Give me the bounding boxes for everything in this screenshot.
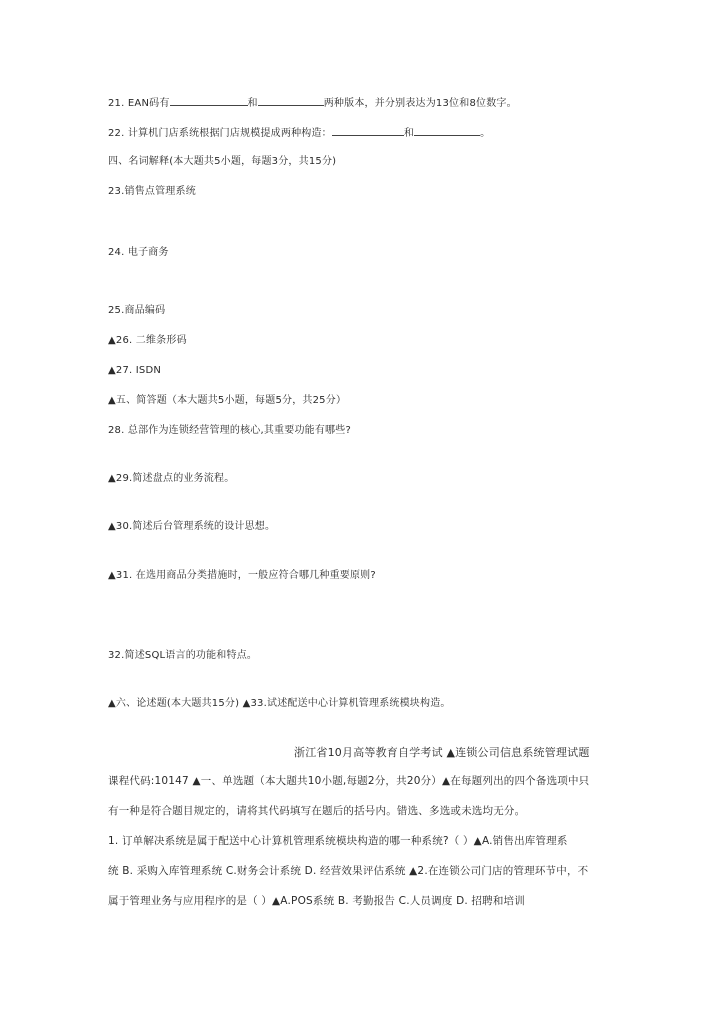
question-22-part1: 22. 计算机门店系统根据门店规模提成两种构造： [108,128,332,139]
paragraph-line-1: 课程代码:10147 ▲一、单选题（本大题共10小题,每题2分，共20分）▲在每题列出的四个备选项中只 [108,775,590,787]
answer-blank [258,95,324,106]
question-23: 23.销售点管理系统 [108,186,196,197]
question-24: 24. 电子商务 [108,247,169,258]
question-27: ▲27. ISDN [108,365,162,376]
answer-blank [170,95,248,106]
question-22-part2: 和 [403,128,415,139]
answer-blank [332,125,404,136]
paragraph-line-2: 有一种是符合题目规定的，请将其代码填写在题后的括号内。错选、多选或未选均无分。 [108,805,526,817]
question-21-part3: 两种版本，并分别表达为13位和8位数字。 [323,98,517,109]
question-21-part2: 和 [247,98,258,109]
paragraph-line-4: 统 B. 采购入库管理系统 C.财务会计系统 D. 经营效果评估系统 ▲2.在连锁公司门店的管理环节中，不 [108,865,589,877]
question-22 [108,125,490,141]
question-29: ▲29.简述盘点的业务流程。 [108,473,235,484]
question-30: ▲30.简述后台管理系统的设计思想。 [108,521,276,532]
question-21 [108,95,517,111]
section-heading-4: 四、名词解释(本大题共5小题，每题3分，共15分) [108,156,337,167]
question-22-part3: 。 [480,128,491,139]
question-26: ▲26. 二维条形码 [108,335,187,346]
section-heading-5: ▲五、简答题（本大题共5小题，每题5分，共25分） [108,395,347,406]
paragraph-line-5: 属于管理业务与应用程序的是（ ）▲A.POS系统 B. 考勤报告 C.人员调度 D. 招聘和培训 [108,895,525,907]
question-28: 28. 总部作为连锁经营管理的核心,其重要功能有哪些? [108,425,351,436]
question-21-part1: 21. EAN码有 [108,98,170,109]
section-heading-6: ▲六、论述题(本大题共15分) ▲33.试述配送中心计算机管理系统模块构造。 [108,698,451,709]
question-31: ▲31. 在选用商品分类措施时，一般应符合哪几种重要原则? [108,570,376,581]
answer-blank [414,125,480,136]
paragraph-line-3: 1. 订单解决系统是属于配送中心计算机管理系统模块构造的哪一种系统?（ ）▲A.销售出库管理系 [108,835,568,847]
question-25: 25.商品编码 [108,305,166,316]
exam-title: 浙江省10月高等教育自学考试 ▲连锁公司信息系统管理试题 [294,746,590,759]
question-32: 32.简述SQL语言的功能和特点。 [108,650,258,661]
